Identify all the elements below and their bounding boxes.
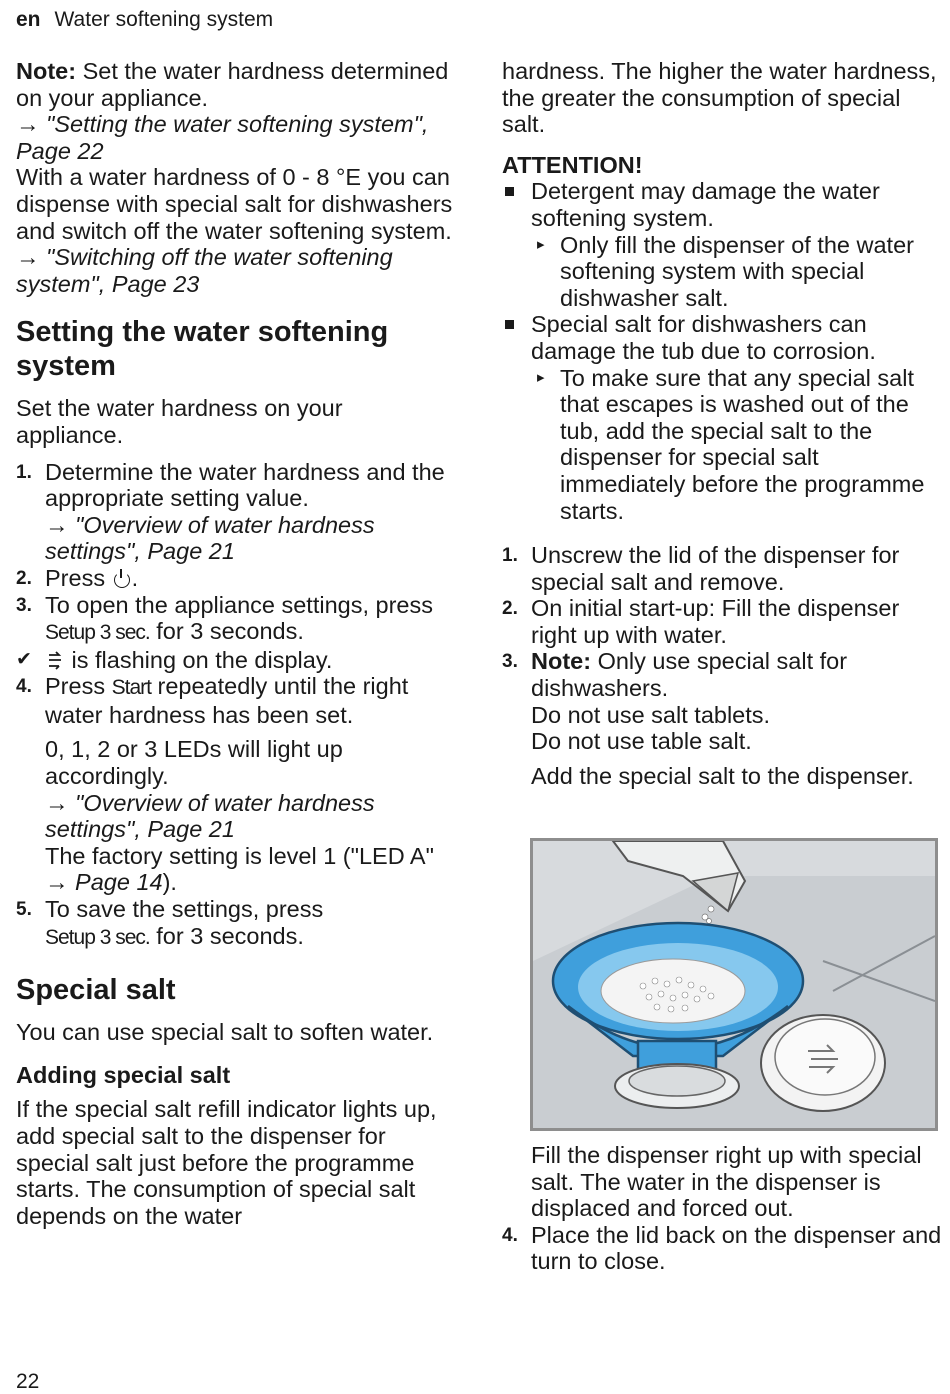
- page-header: [16, 8, 273, 32]
- step-3: [502, 648, 942, 789]
- step-add: Add the special salt to the dispenser.: [531, 762, 914, 789]
- water-softening-icon: [45, 651, 65, 671]
- step-number: 3.: [502, 651, 518, 673]
- salt-intro: You can use special salt to soften water.: [16, 1019, 434, 1046]
- factory-text-end: ).: [162, 869, 177, 896]
- step-number: 5.: [16, 899, 32, 921]
- step-text-end: repeatedly until the right water hardness has been set.: [45, 673, 409, 728]
- step-number: 4.: [502, 1224, 518, 1246]
- attention-bullet: [502, 311, 942, 364]
- start-button-label: Start: [111, 676, 151, 700]
- setup-button-label: Setup 3 sec.: [45, 925, 150, 949]
- note-label: Note:: [531, 648, 592, 675]
- step-text-end: for 3 seconds.: [156, 618, 304, 645]
- step-number: 2.: [502, 598, 518, 620]
- fill-text: Fill the dispenser right up with special salt. The water in the dispenser is displaced and forced out.: [531, 1142, 922, 1222]
- left-column: [16, 58, 456, 1229]
- step-5: [16, 896, 456, 951]
- step-number: 1.: [502, 545, 518, 567]
- link-page-14[interactable]: → Page 14: [45, 869, 163, 896]
- step-text: Press: [45, 564, 106, 591]
- step-line: Do not use table salt.: [531, 728, 752, 755]
- link-overview[interactable]: → "Overview of water hardness settings", Page 21: [45, 511, 375, 565]
- sub-text: Only fill the dispenser of the water softening system with special dishwasher salt.: [560, 231, 914, 311]
- step-text: To open the appliance settings, press: [45, 591, 434, 618]
- heading-special-salt: Special salt: [16, 974, 176, 1007]
- fill-paragraph: [502, 1142, 942, 1222]
- result-text: is flashing on the display.: [71, 646, 333, 673]
- step-number: 4.: [16, 676, 32, 698]
- step-1: [16, 459, 456, 565]
- step-4: [502, 1222, 942, 1275]
- sub-item: [531, 232, 942, 312]
- link-overview[interactable]: → "Overview of water hardness settings", Page 21: [45, 789, 375, 843]
- step-4: [16, 673, 456, 896]
- step-text: Place the lid back on the dispenser and turn to close.: [531, 1221, 942, 1275]
- step-line: Do not use salt tablets.: [531, 701, 771, 728]
- salt-steps: [502, 542, 942, 789]
- note-label: Note:: [16, 58, 77, 84]
- page-number: 22: [16, 1370, 40, 1393]
- step-text: Unscrew the lid of the dispenser for special salt and remove.: [531, 542, 900, 595]
- setting-intro: Set the water hardness on your appliance.: [16, 395, 343, 448]
- attention-heading: ATTENTION!: [502, 151, 643, 178]
- language-code: en: [16, 8, 41, 31]
- sub-text: To make sure that any special salt that escapes is washed out of the tub, add the special salt to the dispenser for special salt immediately before the programme starts.: [560, 364, 925, 524]
- bullet-text: Detergent may damage the water softening system.: [531, 178, 880, 231]
- leds-text: 0, 1, 2 or 3 LEDs will light up accordingly.: [45, 736, 343, 790]
- factory-text: The factory setting is level 1 ("LED A": [45, 842, 434, 869]
- setup-button-label: Setup 3 sec.: [45, 621, 150, 645]
- heading-adding-salt: Adding special salt: [16, 1061, 231, 1088]
- note-text: Set the water hardness determined on your appliance.: [16, 58, 449, 111]
- power-icon: [114, 572, 130, 588]
- note-paragraph: [16, 58, 456, 111]
- step-1: [502, 542, 942, 595]
- step-number: 1.: [16, 461, 32, 483]
- bullet-text: Special salt for dishwashers can damage the tub due to corrosion.: [531, 311, 876, 364]
- triangle-icon: ▸: [537, 235, 545, 253]
- continued-text: hardness. The higher the water hardness, the greater the consumption of special salt.: [502, 58, 937, 138]
- step-2: 2. Press .: [16, 564, 139, 591]
- link-setting-softening[interactable]: → "Setting the water softening system", Page 22: [16, 111, 429, 164]
- step-text: To save the settings, press: [45, 896, 324, 923]
- step-text: On initial start-up: Fill the dispenser right up with water.: [531, 595, 900, 648]
- step-3: [16, 592, 456, 647]
- heading-setting-system: Setting the water softening system: [16, 316, 389, 383]
- link-switch-off[interactable]: → "Switching off the water softening system", Page 23: [16, 244, 393, 297]
- bullet-square-icon: [505, 320, 514, 329]
- step-text: Press: [45, 673, 106, 700]
- adding-text: If the special salt refill indicator lights up, add special salt to the dispenser for special salt just before the programme starts. The consumption of special salt depends on the water: [16, 1096, 437, 1229]
- dispenser-illustration-svg: [533, 841, 935, 1128]
- step-2: [502, 595, 942, 648]
- attention-bullet: [502, 178, 942, 231]
- step-number: 3.: [16, 594, 32, 616]
- attention-sub: [502, 365, 942, 525]
- result-line: [16, 647, 456, 674]
- step-text-end: for 3 seconds.: [156, 922, 304, 949]
- hardness-text: With a water hardness of 0 - 8 °E you can dispense with special salt for dishwashers and switch off the water softening system.: [16, 164, 453, 244]
- right-column: [502, 58, 942, 789]
- bullet-square-icon: [505, 187, 514, 196]
- step-text: Determine the water hardness and the appropriate setting value.: [45, 458, 445, 512]
- triangle-icon: ▸: [537, 368, 545, 386]
- step-number: 2.: [16, 567, 32, 589]
- section-title: Water softening system: [54, 8, 274, 31]
- setting-steps: [16, 459, 456, 952]
- step-text: Only use special salt for dishwashers.: [531, 648, 848, 702]
- salt-dispenser-illustration: [530, 838, 938, 1131]
- sub-item: [531, 365, 942, 525]
- factory-setting: [45, 843, 456, 896]
- check-icon: ✔: [16, 648, 32, 670]
- right-column-bottom: [502, 1142, 942, 1275]
- attention-sub: [502, 232, 942, 312]
